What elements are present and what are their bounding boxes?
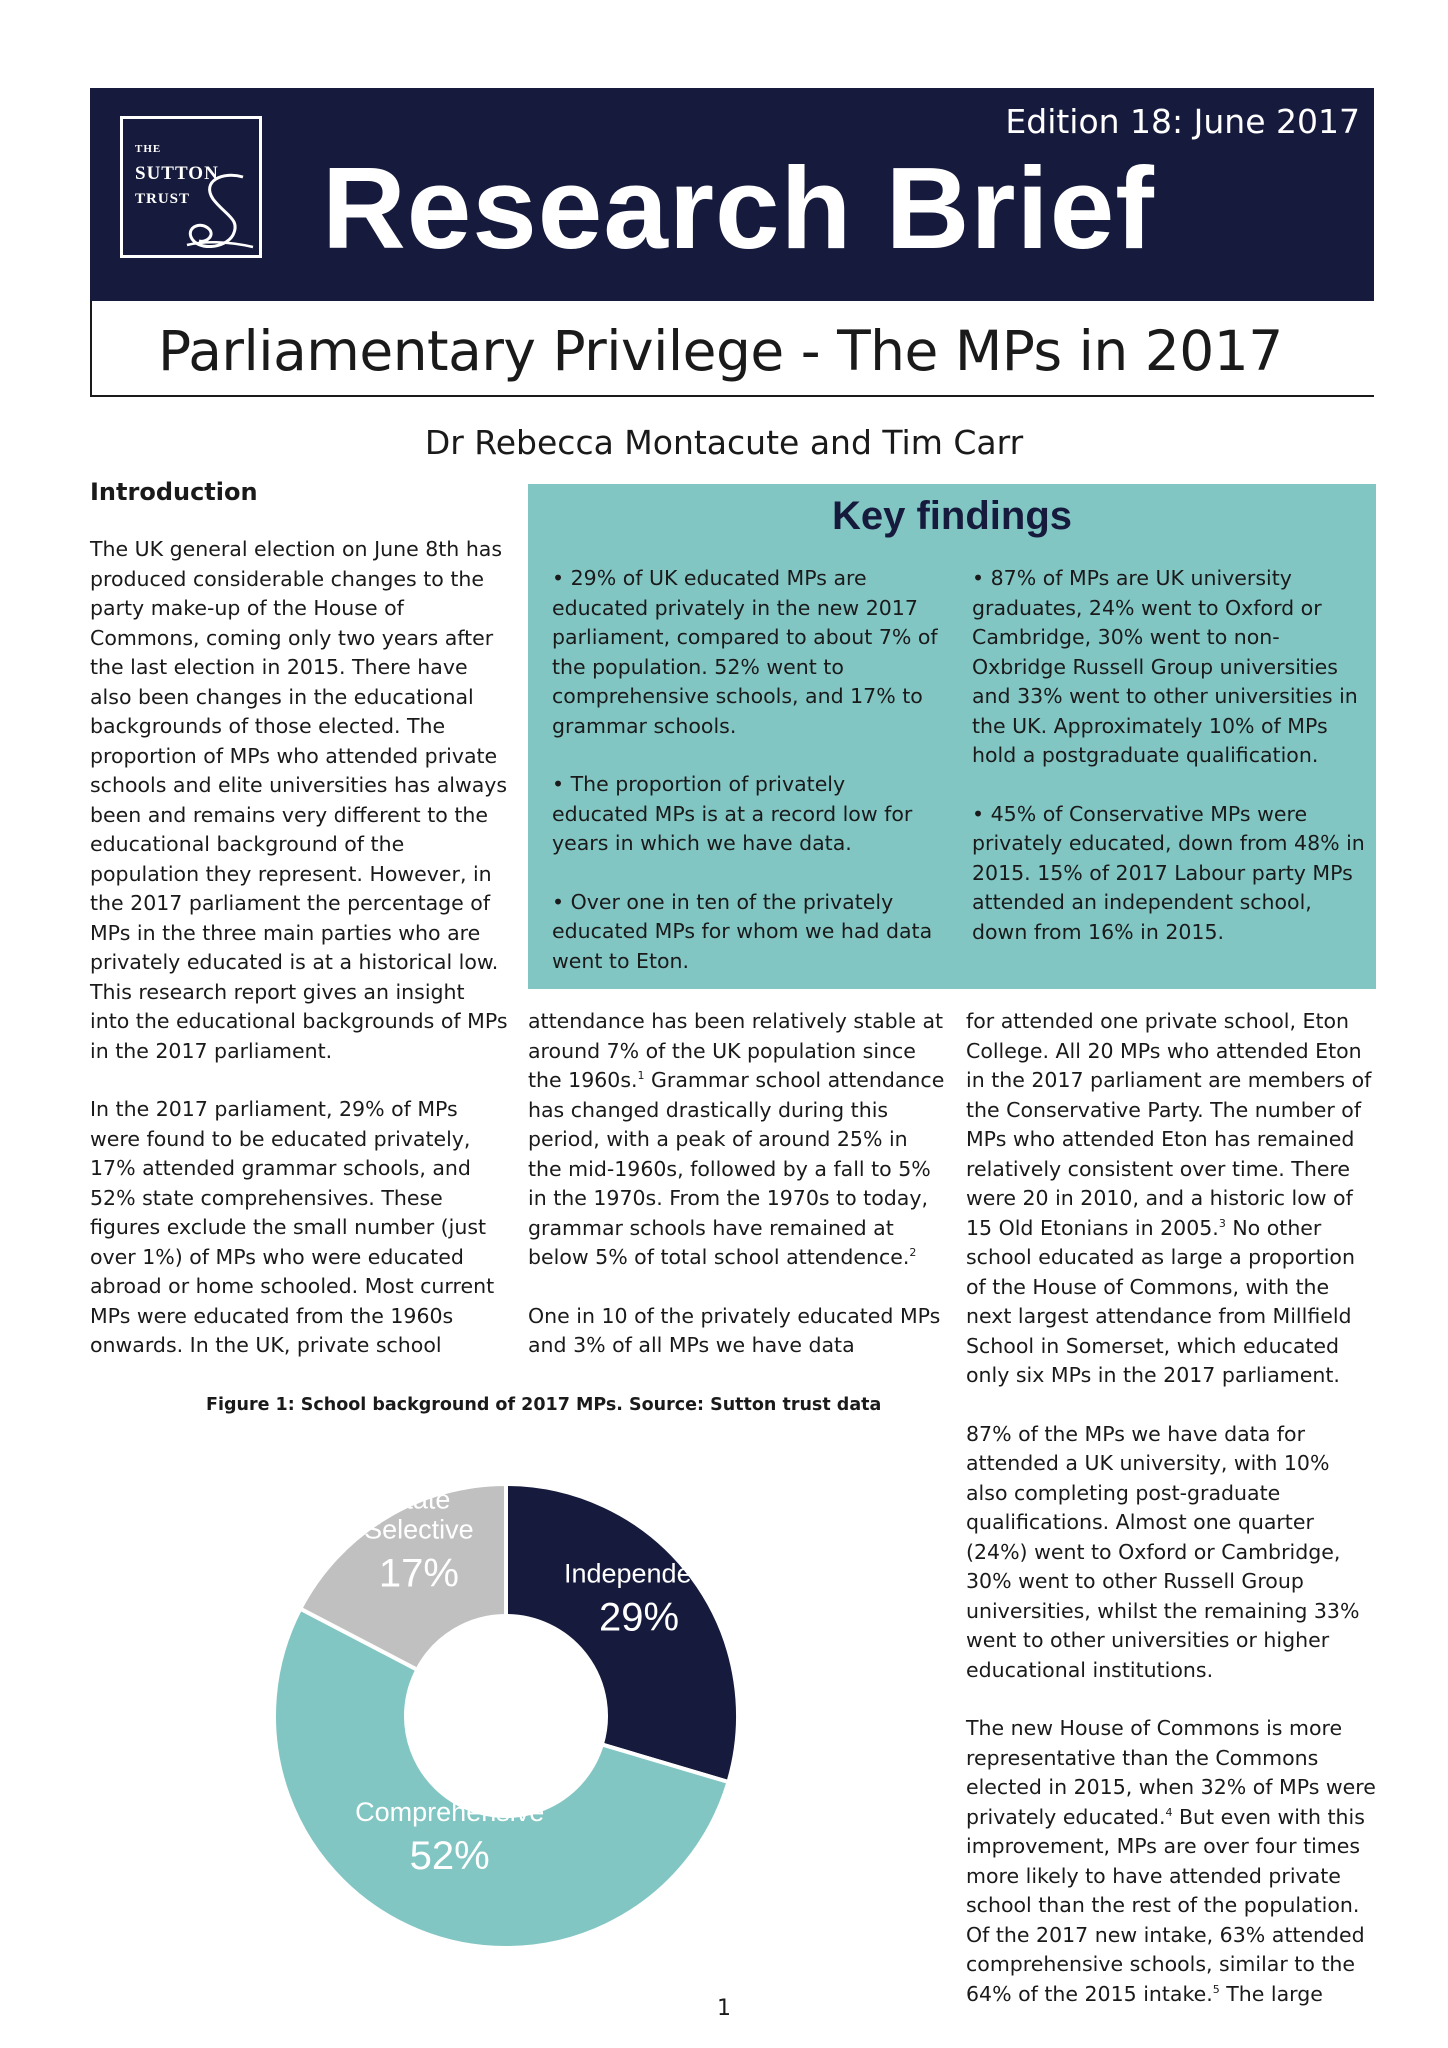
sutton-trust-logo (120, 116, 262, 258)
footnote-ref: 3 (1218, 1216, 1226, 1230)
figure-caption: Figure 1: School background of 2017 MPs. Source: Sutton trust data (206, 1395, 882, 1415)
right-paragraph-2: 87% of the MPs we have data for attended a UK university, with 10% also completing post-graduate qualifications. Almost one quarter (24%) went to Oxford or Cambridge, 30% went to other Russell Group universities, whilst the remaining 33% went to other universities or higher educational institutions. (966, 1421, 1360, 1682)
donut-category-label: Independent (563, 1558, 715, 1589)
introduction-heading: Introduction (90, 478, 258, 506)
key-finding: • 29% of UK educated MPs are educated privately in the new 2017 parliament, compared to about 7% of the population. 52% went to comprehensive schools, and 17% to grammar schools. (552, 566, 938, 738)
footnote-ref: 1 (637, 1069, 645, 1083)
footnote-ref: 5 (1212, 1982, 1220, 1996)
key-findings-title: Key findings (831, 494, 1073, 538)
school-background-donut-chart (250, 1460, 770, 1980)
logo-line-the: THE (135, 143, 162, 155)
key-finding: • 45% of Conservative MPs were privately educated, down from 48% in 2015. 15% of 2017 Labour party MPs attended an independent school, down from 16% in 2015. (972, 801, 1365, 944)
intro-paragraph-2: In the 2017 parliament, 29% of MPs were found to be educated privately, 17% attended grammar schools, and 52% state comprehensives. These figures exclude the small number (just over 1%) of MPs who were educated abroad or home schooled. Most current MPs were educated from the 1960s onwards. In the UK, private school (90, 1097, 495, 1357)
donut-category-label: Comprehensive (355, 1797, 545, 1828)
footnote-ref: 4 (1165, 1805, 1173, 1819)
right-column (966, 1007, 1376, 2038)
donut-category-label: Selective (364, 1514, 474, 1545)
intro-column (90, 535, 508, 1390)
key-finding: • Over one in ten of the privately educated MPs for whom we had data went to Eton. (552, 889, 933, 973)
subtitle-box (90, 301, 1374, 397)
right-paragraph-1: for attended one private school, Eton College. All 20 MPs who attended Eton in the 2017 parliament are members of the Conservative Party. The number of MPs who attended Eton has remained relatively consistent over time. There were 20 in 2010, and a historic low of 15 Old Etonians in 2005.$^3$ No other school educated as large a proportion of the House of Commons, with the next largest attendance from Millfield School in Somerset, which educated only six MPs in the 2017 parliament. (966, 1009, 1372, 1387)
key-findings-right (972, 564, 1367, 976)
edition-label: Edition 18: June 2017 (1005, 102, 1360, 141)
middle-column (528, 1007, 946, 1390)
header-banner (90, 88, 1374, 301)
donut-category-label: State (387, 1484, 451, 1515)
middle-paragraph-1: attendance has been relatively stable at around 7% of the UK population since the 1960s.$^1$ Grammar school attendance has changed drastically during this period, with a peak of around 25% in the mid-1960s, followed by a fall to 5% in the 1970s. From the 1970s to today, grammar schools have remained at below 5% of total school attendence.$^2$ (528, 1009, 945, 1269)
donut-value-label: 17% (378, 1551, 459, 1596)
key-findings-left (552, 564, 947, 1005)
key-finding: • 87% of MPs are UK university graduates, 24% went to Oxford or Cambridge, 30% went to non-Oxbridge Russell Group universities and 33% went to other universities in the UK. Approximately 10% of MPs hold a postgraduate qualification. (972, 566, 1358, 767)
page-number: 1 (717, 1996, 731, 2021)
right-paragraph-3: The new House of Commons is more representative than the Commons elected in 2015, when 32% of MPs were privately educated.$^4$ But even with this improvement, MPs are over four times more likely to have attended private school than the rest of the population. Of the 2017 new intake, 63% attended comprehensive schools, similar to the 64% of the 2015 intake.$^5$ The large (966, 1716, 1376, 2006)
research-brief-title: Research Brief (322, 143, 1155, 273)
logo-s-flourish-icon (183, 171, 261, 253)
intro-paragraph-1: The UK general election on June 8th has produced considerable changes to the party make-up of the House of Commons, coming only two years after the last election in 2015. There have also been changes in the educational backgrounds of those elected. The proportion of MPs who attended private schools and elite universities has always been and remains very different to the educational background of the population they represent. However, in the 2017 parliament the percentage of MPs in the three main parties who are privately educated is at a historical low. This research report gives an insight into the educational backgrounds of MPs in the 2017 parliament. (90, 537, 508, 1063)
logo-line-sutton: SUTTON (135, 163, 219, 184)
key-findings-box (528, 484, 1376, 989)
authors: Dr Rebecca Montacute and Tim Carr (424, 423, 1024, 462)
donut-value-label: 52% (409, 1834, 490, 1879)
middle-paragraph-2: One in 10 of the privately educated MPs and 3% of all MPs we have data (528, 1303, 941, 1357)
logo-line-trust: TRUST (135, 191, 191, 207)
key-finding: • The proportion of privately educated MPs is at a record low for years in which we have data. (552, 772, 913, 855)
footnote-ref: 2 (909, 1246, 917, 1260)
donut-value-label: 29% (599, 1595, 680, 1640)
report-subtitle: Parliamentary Privilege - The MPs in 2017 (158, 319, 1283, 383)
